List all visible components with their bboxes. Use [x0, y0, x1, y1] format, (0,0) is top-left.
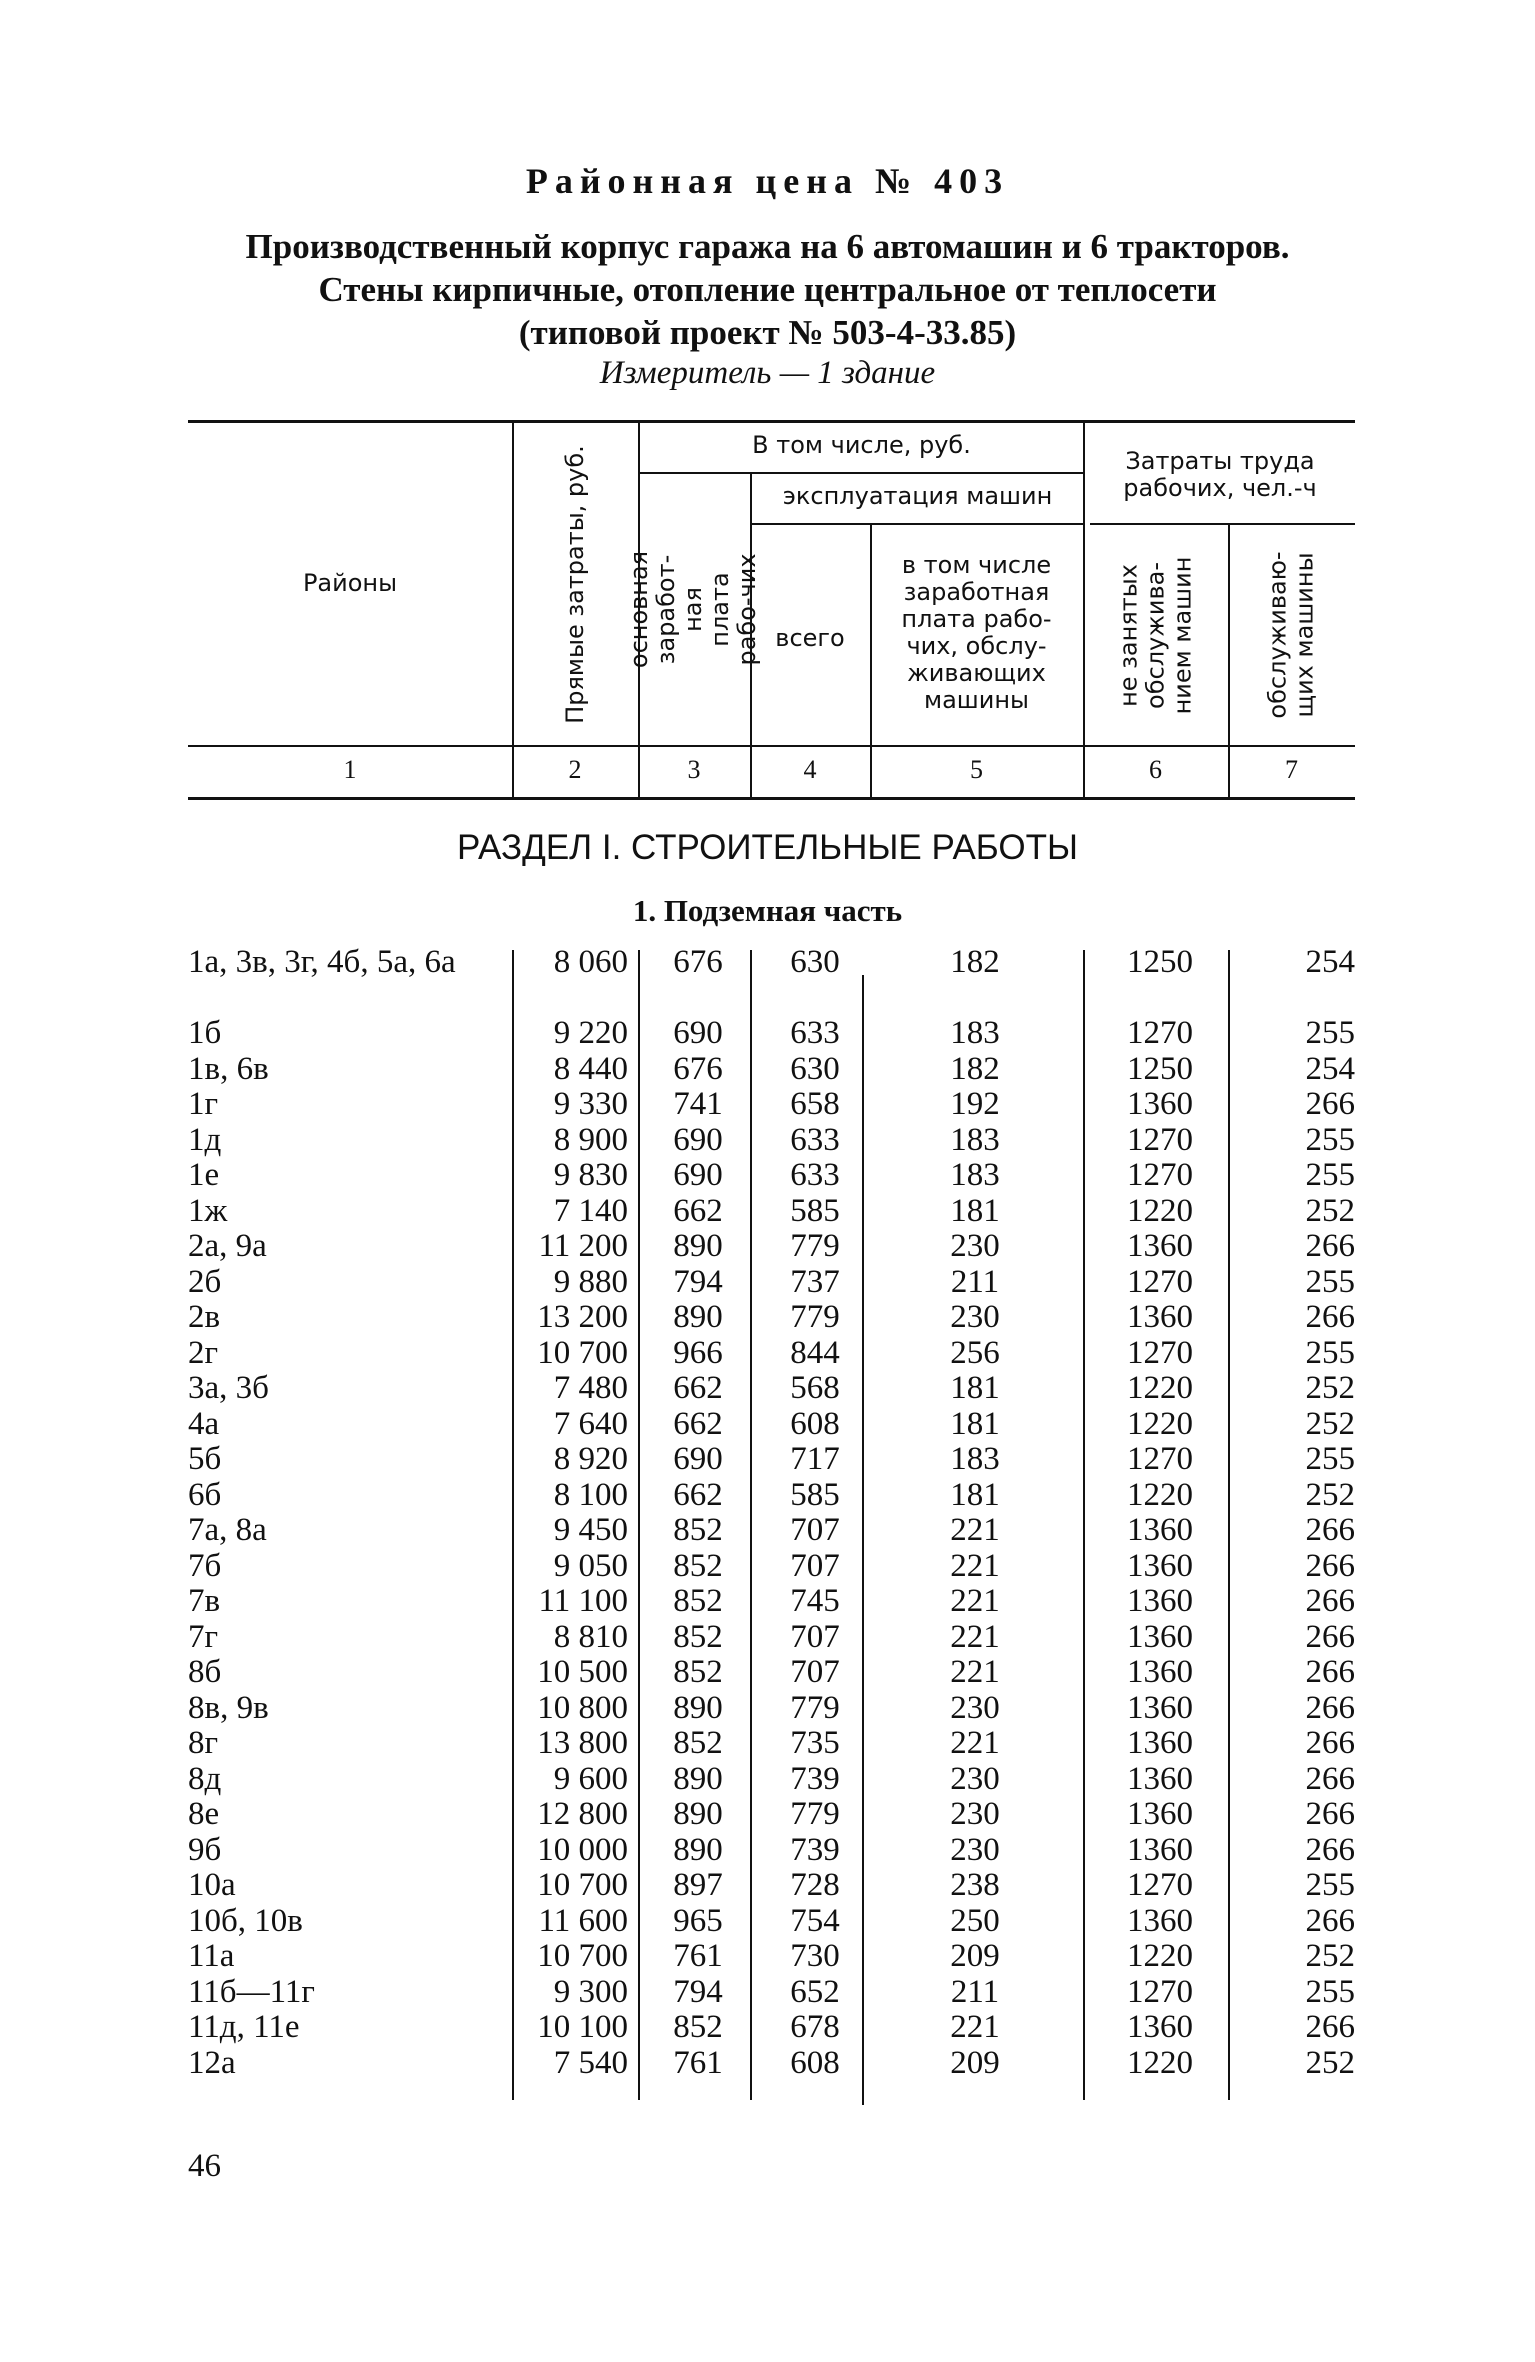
description-line: (типовой проект № 503-4-33.85)	[518, 313, 1017, 352]
cell-total: 779	[790, 1299, 840, 1335]
table-row	[0, 1691, 1535, 1727]
cell-mach-wages: 221	[950, 1512, 1000, 1548]
subsection-heading: 1. Подземная часть	[632, 893, 903, 928]
table-row	[0, 1584, 1535, 1620]
cell-direct: 10 000	[537, 1831, 628, 1868]
cell-not-serv: 1360	[1127, 1796, 1193, 1832]
cell-not-serv: 1360	[1127, 1583, 1193, 1619]
object-description	[0, 225, 1535, 354]
col-not-servicing-header: не занятых обслужива- нием машин	[1114, 556, 1197, 714]
description-line: Стены кирпичные, отопление центральное от теплосети	[318, 270, 1217, 309]
cell-total: 633	[790, 1015, 840, 1051]
cell-mach-wages: 221	[950, 1654, 1000, 1690]
cell-wages: 741	[673, 1086, 723, 1122]
cell-wages: 794	[673, 1973, 723, 2010]
cell-wages: 890	[673, 1831, 723, 1868]
cell-not-serv: 1360	[1127, 1228, 1193, 1264]
table-row	[0, 1549, 1535, 1585]
cell-wages: 794	[673, 1263, 723, 1300]
cell-serv: 266	[1305, 1086, 1355, 1122]
cell-total: 658	[790, 1086, 840, 1122]
data-rows	[0, 945, 1535, 2081]
cell-total: 728	[790, 1867, 840, 1903]
cell-mach-wages: 230	[950, 1796, 1000, 1832]
cell-region: 1д	[188, 1121, 222, 1158]
cell-wages: 761	[673, 2044, 723, 2081]
col-base-wages-header: основная заработ-ная плата рабо-чих	[625, 550, 762, 669]
cell-wages: 676	[673, 1050, 723, 1087]
cell-region: 7в	[188, 1583, 221, 1619]
cell-region: 8в, 9в	[188, 1689, 269, 1726]
header-rule	[750, 523, 1083, 525]
cell-total: 844	[790, 1334, 840, 1371]
cell-serv: 266	[1305, 1618, 1355, 1655]
table-row	[0, 1371, 1535, 1407]
cell-direct: 10 800	[537, 1689, 628, 1726]
cell-mach-wages: 221	[950, 1547, 1000, 1584]
cell-mach-wages: 183	[950, 1441, 1000, 1477]
section-heading: РАЗДЕЛ I. СТРОИТЕЛЬНЫЕ РАБОТЫ	[457, 828, 1078, 867]
table-row	[0, 1442, 1535, 1478]
cell-total: 707	[790, 1618, 840, 1655]
cell-direct: 9 300	[553, 1973, 628, 2010]
cell-total: 707	[790, 1547, 840, 1584]
cell-not-serv: 1270	[1127, 1157, 1193, 1193]
cell-mach-wages: 221	[950, 2009, 1000, 2045]
col-including-header: В том числе, руб.	[752, 431, 971, 459]
cell-mach-wages: 230	[950, 1831, 1000, 1868]
cell-region: 4а	[188, 1405, 220, 1442]
cell-total: 739	[790, 1831, 840, 1868]
cell-serv: 266	[1305, 1547, 1355, 1584]
table-row	[0, 1726, 1535, 1762]
cell-direct: 10 700	[537, 1938, 628, 1974]
cell-mach-wages: 221	[950, 1583, 1000, 1619]
cell-not-serv: 1360	[1127, 1831, 1193, 1868]
cell-region: 7б	[188, 1547, 222, 1584]
cell-total: 707	[790, 1654, 840, 1690]
cell-wages: 662	[673, 1476, 723, 1513]
cell-not-serv: 1360	[1127, 1512, 1193, 1548]
cell-region: 2а, 9а	[188, 1228, 267, 1264]
cell-serv: 266	[1305, 1760, 1355, 1797]
cell-wages: 852	[673, 2009, 723, 2045]
cell-serv: 266	[1305, 1299, 1355, 1335]
cell-wages: 662	[673, 1370, 723, 1406]
cell-wages: 662	[673, 1192, 723, 1229]
colnum-bottom-rule	[188, 797, 1355, 800]
cell-wages: 852	[673, 1512, 723, 1548]
cell-not-serv: 1270	[1127, 1263, 1193, 1300]
table-row	[0, 1868, 1535, 1904]
table-row	[0, 1478, 1535, 1514]
col-total-header: всего	[775, 624, 845, 652]
cell-total: 735	[790, 1725, 840, 1761]
cell-not-serv: 1360	[1127, 1725, 1193, 1761]
cell-not-serv: 1360	[1127, 1902, 1193, 1939]
cell-region: 10б, 10в	[188, 1902, 303, 1939]
cell-wages: 852	[673, 1725, 723, 1761]
cell-serv: 266	[1305, 1228, 1355, 1264]
table-row	[0, 1087, 1535, 1123]
cell-wages: 890	[673, 1760, 723, 1797]
cell-total: 630	[790, 944, 840, 980]
cell-total: 630	[790, 1050, 840, 1087]
cell-serv: 266	[1305, 1654, 1355, 1690]
cell-serv: 252	[1305, 1192, 1355, 1229]
table-row	[0, 1904, 1535, 1940]
cell-not-serv: 1270	[1127, 1015, 1193, 1051]
cell-direct: 7 140	[553, 1192, 628, 1229]
cell-not-serv: 1360	[1127, 1547, 1193, 1584]
cell-serv: 266	[1305, 1512, 1355, 1548]
cell-total: 608	[790, 2044, 840, 2081]
cell-direct: 13 200	[537, 1299, 628, 1335]
cell-serv: 252	[1305, 1476, 1355, 1513]
cell-serv: 252	[1305, 2044, 1355, 2081]
cell-total: 633	[790, 1121, 840, 1158]
cell-direct: 11 600	[538, 1902, 628, 1939]
cell-direct: 9 330	[553, 1086, 628, 1122]
cell-region: 10а	[188, 1867, 236, 1903]
cell-mach-wages: 221	[950, 1725, 1000, 1761]
page-number: 46	[188, 2148, 221, 2184]
col-machine-operation-header: эксплуатация машин	[782, 482, 1053, 510]
column-number: 7	[1285, 755, 1298, 784]
cell-direct: 8 440	[553, 1050, 628, 1087]
table-top-rule	[188, 420, 1355, 423]
cell-region: 8г	[188, 1725, 219, 1761]
cell-direct: 7 480	[553, 1370, 628, 1406]
cell-total: 678	[790, 2009, 840, 2045]
cell-not-serv: 1270	[1127, 1441, 1193, 1477]
cell-region: 11д, 11е	[188, 2009, 300, 2045]
cell-wages: 852	[673, 1618, 723, 1655]
cell-direct: 9 880	[553, 1263, 628, 1300]
cell-direct: 7 640	[553, 1405, 628, 1442]
cell-direct: 10 100	[537, 2009, 628, 2045]
cell-wages: 890	[673, 1228, 723, 1264]
cell-serv: 255	[1305, 1973, 1355, 2010]
cell-mach-wages: 183	[950, 1157, 1000, 1193]
cell-mach-wages: 181	[950, 1405, 1000, 1442]
column-number: 2	[568, 755, 582, 784]
table-row	[0, 945, 1535, 1016]
cell-region: 2б	[188, 1263, 222, 1300]
col-regions-header: Районы	[302, 569, 398, 597]
cell-total: 779	[790, 1228, 840, 1264]
cell-serv: 254	[1305, 1050, 1355, 1087]
cell-mach-wages: 182	[950, 1050, 1000, 1087]
cell-wages: 676	[673, 944, 723, 980]
cell-direct: 8 920	[553, 1441, 628, 1477]
cell-region: 11а	[188, 1938, 235, 1974]
cell-total: 779	[790, 1689, 840, 1726]
cell-mach-wages: 230	[950, 1299, 1000, 1335]
cell-serv: 266	[1305, 1831, 1355, 1868]
cell-mach-wages: 256	[950, 1334, 1000, 1371]
table-row	[0, 1833, 1535, 1869]
cell-mach-wages: 250	[950, 1902, 1000, 1939]
cell-total: 730	[790, 1938, 840, 1974]
cell-region: 1в, 6в	[188, 1050, 269, 1087]
cell-serv: 252	[1305, 1370, 1355, 1406]
table-row	[0, 1939, 1535, 1975]
description-line: Производственный корпус гаража на 6 автомашин и 6 тракторов.	[245, 227, 1290, 266]
cell-wages: 690	[673, 1157, 723, 1193]
cell-not-serv: 1360	[1127, 1654, 1193, 1690]
cell-serv: 252	[1305, 1405, 1355, 1442]
cell-serv: 255	[1305, 1334, 1355, 1371]
cell-serv: 266	[1305, 1796, 1355, 1832]
cell-region: 6б	[188, 1476, 222, 1513]
cell-region: 8б	[188, 1654, 222, 1690]
cell-direct: 13 800	[537, 1725, 628, 1761]
table-row	[0, 1194, 1535, 1230]
cell-serv: 255	[1305, 1121, 1355, 1158]
cell-wages: 852	[673, 1654, 723, 1690]
cell-direct: 9 830	[553, 1157, 628, 1193]
cell-total: 633	[790, 1157, 840, 1193]
cell-direct: 10 500	[537, 1654, 628, 1690]
cell-direct: 8 900	[553, 1121, 628, 1158]
cell-direct: 12 800	[537, 1796, 628, 1832]
cell-serv: 255	[1305, 1867, 1355, 1903]
cell-mach-wages: 181	[950, 1370, 1000, 1406]
cell-wages: 662	[673, 1405, 723, 1442]
header-rule	[1090, 523, 1355, 525]
cell-region: 3а, 3б	[188, 1370, 269, 1406]
table-row	[0, 1123, 1535, 1159]
cell-direct: 9 450	[553, 1512, 628, 1548]
cell-not-serv: 1360	[1127, 2009, 1193, 2045]
cell-direct: 8 100	[553, 1476, 628, 1513]
table-row	[0, 1016, 1535, 1052]
table-row	[0, 1229, 1535, 1265]
cell-direct: 9 050	[553, 1547, 628, 1584]
cell-wages: 897	[673, 1867, 723, 1903]
cell-serv: 255	[1305, 1015, 1355, 1051]
column-number: 6	[1149, 755, 1162, 784]
cell-mach-wages: 238	[950, 1867, 1000, 1903]
table-row	[0, 1797, 1535, 1833]
cell-total: 652	[790, 1973, 840, 2010]
cell-direct: 9 220	[553, 1015, 628, 1051]
cell-region: 2в	[188, 1299, 221, 1335]
cell-mach-wages: 230	[950, 1689, 1000, 1726]
cell-region: 7а, 8а	[188, 1512, 267, 1548]
cell-total: 585	[790, 1192, 840, 1229]
cell-wages: 966	[673, 1334, 723, 1371]
cell-mach-wages: 182	[950, 944, 1000, 980]
col-direct-costs-header: Прямые затраты, руб.	[560, 444, 589, 724]
cell-direct: 8 060	[553, 944, 628, 980]
cell-region: 9б	[188, 1831, 222, 1868]
table-row	[0, 2046, 1535, 2082]
cell-mach-wages: 230	[950, 1228, 1000, 1264]
cell-region: 8д	[188, 1760, 222, 1797]
cell-mach-wages: 181	[950, 1476, 1000, 1513]
col-servicing-header: обслуживаю- щих машины	[1263, 551, 1319, 719]
cell-region: 1г	[188, 1086, 219, 1122]
cell-not-serv: 1250	[1127, 944, 1193, 980]
cell-wages: 852	[673, 1547, 723, 1584]
cell-wages: 890	[673, 1689, 723, 1726]
cell-not-serv: 1220	[1127, 2044, 1193, 2081]
cell-wages: 761	[673, 1938, 723, 1974]
cell-not-serv: 1220	[1127, 1938, 1193, 1974]
cell-direct: 8 810	[553, 1618, 628, 1655]
cell-not-serv: 1220	[1127, 1192, 1193, 1229]
cell-region: 7г	[188, 1618, 219, 1655]
cell-direct: 11 200	[538, 1228, 628, 1264]
cell-region: 1а, 3в, 3г, 4б, 5а, 6а	[188, 944, 456, 980]
cell-serv: 266	[1305, 1583, 1355, 1619]
table-row	[0, 1762, 1535, 1798]
cell-wages: 690	[673, 1441, 723, 1477]
cell-not-serv: 1220	[1127, 1476, 1193, 1513]
cell-total: 608	[790, 1405, 840, 1442]
header-rule	[638, 472, 1083, 474]
cell-region: 1е	[188, 1157, 220, 1193]
cell-serv: 254	[1305, 944, 1355, 980]
cell-total: 568	[790, 1370, 840, 1406]
cell-mach-wages: 181	[950, 1192, 1000, 1229]
cell-direct: 10 700	[537, 1334, 628, 1371]
cell-not-serv: 1270	[1127, 1334, 1193, 1371]
column-number: 4	[803, 755, 817, 784]
price-title: Районная цена № 403	[525, 161, 1010, 201]
header-bottom-rule	[188, 745, 1355, 747]
cell-mach-wages: 211	[950, 1263, 1000, 1300]
cell-mach-wages: 211	[950, 1973, 1000, 2010]
table-row	[0, 1975, 1535, 2011]
cell-mach-wages: 183	[950, 1015, 1000, 1051]
cell-mach-wages: 209	[950, 1938, 1000, 1974]
cell-region: 8е	[188, 1796, 220, 1832]
column-number: 5	[970, 755, 983, 784]
cell-total: 739	[790, 1760, 840, 1797]
cell-wages: 690	[673, 1015, 723, 1051]
cell-region: 5б	[188, 1441, 222, 1477]
cell-not-serv: 1270	[1127, 1867, 1193, 1903]
cell-serv: 266	[1305, 1725, 1355, 1761]
cell-serv: 266	[1305, 1902, 1355, 1939]
cell-mach-wages: 230	[950, 1760, 1000, 1797]
table-row	[0, 1620, 1535, 1656]
cell-wages: 690	[673, 1121, 723, 1158]
cell-mach-wages: 209	[950, 2044, 1000, 2081]
cell-mach-wages: 183	[950, 1121, 1000, 1158]
cell-direct: 10 700	[537, 1867, 628, 1903]
cell-total: 717	[790, 1441, 840, 1477]
table-row	[0, 1407, 1535, 1443]
cell-region: 11б—11г	[188, 1973, 315, 2010]
cell-region: 12а	[188, 2044, 236, 2081]
table-row	[0, 1655, 1535, 1691]
cell-not-serv: 1270	[1127, 1973, 1193, 2010]
cell-total: 707	[790, 1512, 840, 1548]
cell-not-serv: 1360	[1127, 1086, 1193, 1122]
cell-direct: 7 540	[553, 2044, 628, 2081]
cell-serv: 255	[1305, 1157, 1355, 1193]
cell-wages: 965	[673, 1902, 723, 1939]
table-row	[0, 1158, 1535, 1194]
col-machine-wages-header: в том числе заработная плата рабо- чих, обслу- живающих машины	[901, 551, 1052, 714]
cell-total: 585	[790, 1476, 840, 1513]
cell-wages: 890	[673, 1796, 723, 1832]
cell-region: 1б	[188, 1015, 222, 1051]
cell-total: 779	[790, 1796, 840, 1832]
cell-wages: 890	[673, 1299, 723, 1335]
cell-total: 737	[790, 1263, 840, 1300]
col-labor-header: Затраты труда рабочих, чел.-ч	[1123, 447, 1317, 502]
cell-not-serv: 1360	[1127, 1760, 1193, 1797]
cell-not-serv: 1270	[1127, 1121, 1193, 1158]
cell-total: 754	[790, 1902, 840, 1939]
cell-wages: 852	[673, 1583, 723, 1619]
cell-serv: 252	[1305, 1938, 1355, 1974]
cell-direct: 9 600	[553, 1760, 628, 1797]
cell-not-serv: 1220	[1127, 1370, 1193, 1406]
cell-mach-wages: 192	[950, 1086, 1000, 1122]
cell-mach-wages: 221	[950, 1618, 1000, 1655]
cell-serv: 266	[1305, 2009, 1355, 2045]
cell-region: 2г	[188, 1334, 219, 1371]
cell-not-serv: 1250	[1127, 1050, 1193, 1087]
table-row	[0, 1052, 1535, 1088]
cell-not-serv: 1360	[1127, 1689, 1193, 1726]
cell-region: 1ж	[188, 1192, 228, 1229]
column-number: 1	[343, 755, 357, 784]
cell-not-serv: 1220	[1127, 1405, 1193, 1442]
table-row	[0, 1513, 1535, 1549]
cell-serv: 266	[1305, 1689, 1355, 1726]
cell-total: 745	[790, 1583, 840, 1619]
cell-direct: 11 100	[538, 1583, 628, 1619]
cell-not-serv: 1360	[1127, 1299, 1193, 1335]
table-row	[0, 1300, 1535, 1336]
table-row	[0, 1336, 1535, 1372]
measure-unit: Измеритель — 1 здание	[599, 355, 936, 391]
cell-not-serv: 1360	[1127, 1618, 1193, 1655]
cell-serv: 255	[1305, 1441, 1355, 1477]
table-row	[0, 1265, 1535, 1301]
cell-serv: 255	[1305, 1263, 1355, 1300]
table-row	[0, 2010, 1535, 2046]
column-number: 3	[687, 755, 701, 784]
